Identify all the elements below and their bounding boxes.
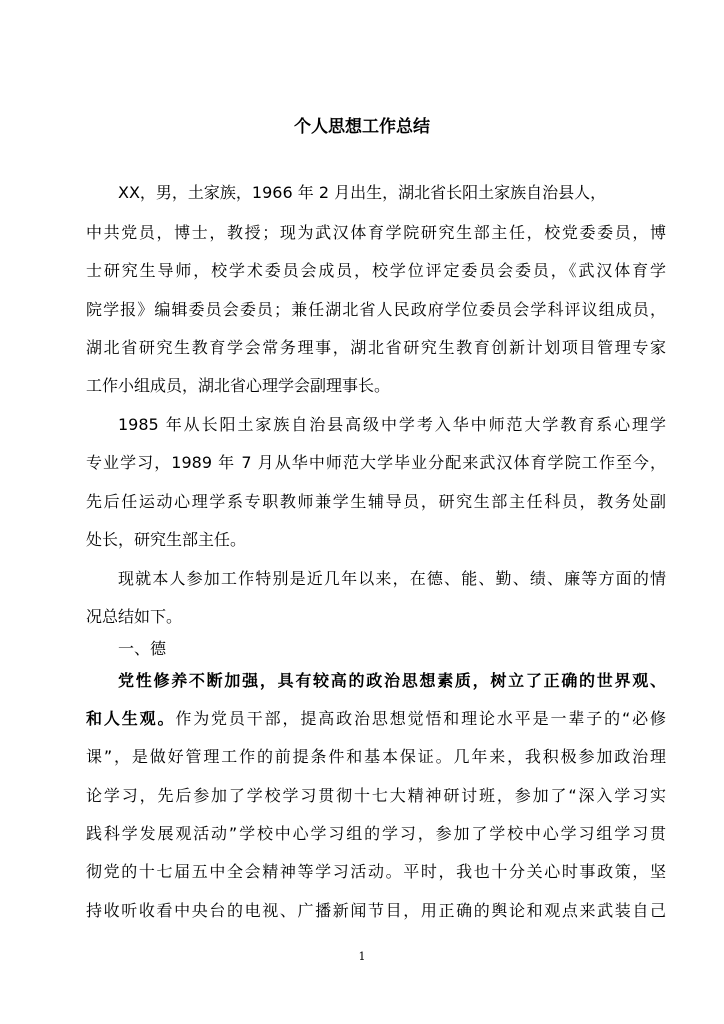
paragraph-line: 专业学习，1989 年 7 月从华中师范大学毕业分配来武汉体育学院工作至今， <box>86 453 666 472</box>
paragraph-line: 士研究生导师，校学术委员会成员，校学位评定委员会委员，《武汉体育学 <box>86 261 666 280</box>
page-number: 1 <box>358 950 366 963</box>
paragraph-text: 作为党员干部，提高政治思想觉悟和理论水平是一辈子的“必修 <box>175 709 666 728</box>
paragraph-line: 论学习，先后参加了学校学习贯彻十七大精神研讨班，参加了“深入学习实 <box>86 786 666 805</box>
paragraph-line: 况总结如下。 <box>86 607 183 626</box>
section-heading: 一、德 <box>118 639 167 658</box>
paragraph-line <box>118 668 666 694</box>
paragraph-line: XX，男，土家族，1966 年 2 月出生，湖北省长阳土家族自治县人， <box>118 183 607 202</box>
paragraph-line: 现就本人参加工作特别是近几年以来，在德、能、勤、绩、廉等方面的情 <box>118 569 666 588</box>
bold-lead: 和人生观。 <box>86 709 176 728</box>
paragraph-line: 处长，研究生部主任。 <box>86 530 247 549</box>
paragraph-line: 1985 年从长阳土家族自治县高级中学考入华中师范大学教育系心理学 <box>118 415 666 434</box>
paragraph-line: 彻党的十七届五中全会精神等学习活动。平时，我也十分关心时事政策，坚 <box>86 862 666 881</box>
paragraph-line <box>86 706 666 732</box>
paragraph-line: 工作小组成员，湖北省心理学会副理事长。 <box>86 376 391 395</box>
paragraph-line: 课”，是做好管理工作的前提条件和基本保证。几年来，我积极参加政治理 <box>86 747 666 766</box>
paragraph-line: 先后任运动心理学系专职教师兼学生辅导员，研究生部主任科员，教务处副 <box>86 492 666 511</box>
paragraph-line: 持收听收看中央台的电视、广播新闻节目，用正确的舆论和观点来武装自己 <box>86 901 666 920</box>
paragraph-line: 践科学发展观活动”学校中心学习组的学习，参加了学校中心学习组学习贯 <box>86 824 666 843</box>
document-title: 个人思想工作总结 <box>294 117 430 137</box>
paragraph-line: 中共党员，博士，教授；现为武汉体育学院研究生部主任，校党委委员，博 <box>86 223 666 242</box>
paragraph-line: 湖北省研究生教育学会常务理事，湖北省研究生教育创新计划项目管理专家 <box>86 338 666 357</box>
bold-lead: 党性修养不断加强，具有较高的政治思想素质，树立了正确的世界观、 <box>118 671 666 690</box>
paragraph-line: 院学报》编辑委员会委员；兼任湖北省人民政府学位委员会学科评议组成员， <box>86 300 666 319</box>
